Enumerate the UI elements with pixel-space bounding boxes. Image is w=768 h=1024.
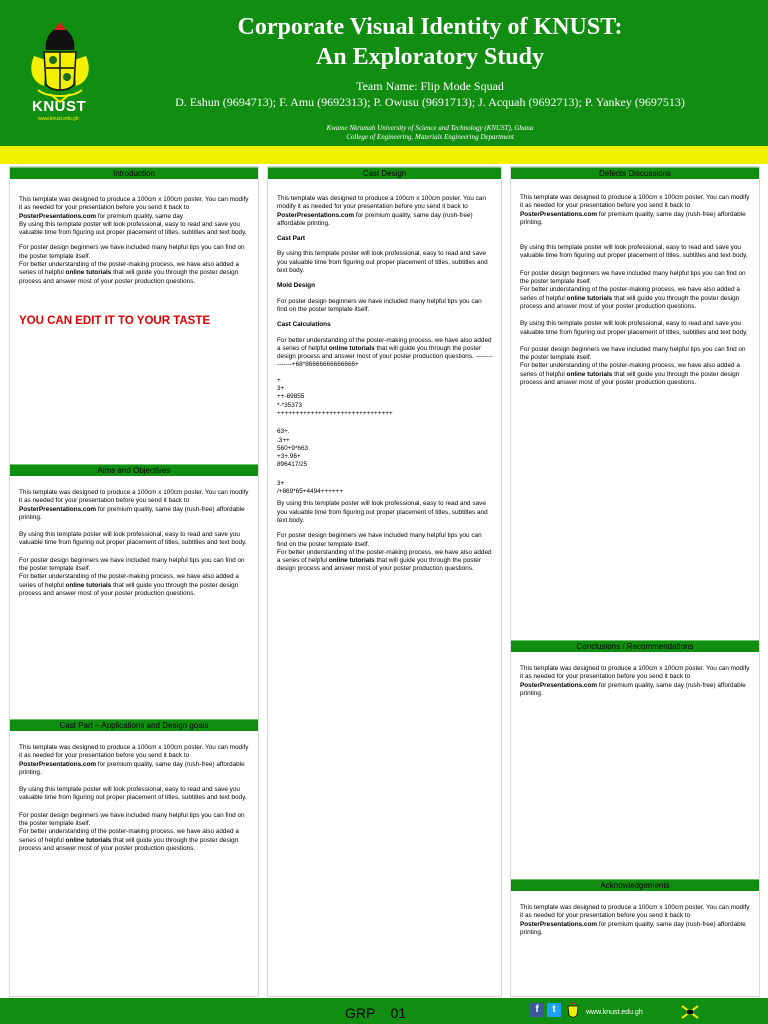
section-heading: Cast Part – Applications and Design goals [10, 719, 258, 731]
title-line-1: Corporate Visual Identity of KNUST: [237, 14, 623, 40]
team-name: Team Name: Flip Mode Squad [356, 79, 504, 93]
brand-link: PosterPresentations.com [19, 212, 97, 220]
middle-column [267, 166, 502, 997]
paragraph: This template was designed to produce a 100cm x 100cm poster. You can modify it as needed for your presentation before you send it back to PosterPresentations.com for premium quality, same day (rush-free) affordable printing. [19, 744, 249, 776]
section-body [10, 179, 258, 328]
paragraph: By using this template poster will look professional, easy to read and save you valuable time from figuring out proper placement of titles, subtitles and text body. [277, 500, 488, 524]
website-link[interactable]: www.knust.edu.gh [586, 1009, 643, 1016]
institution [120, 124, 740, 142]
calc-line: /+869*65+4494++++++ [277, 488, 344, 496]
section-body [511, 179, 759, 387]
paragraph: This template was designed to produce a 100cm x 100cm poster. You can modify it as needed for your presentation before you send it back to PosterPresentations.com for premium quality, same day (rush-free) affordable printing. [520, 665, 750, 697]
paragraph: For poster design beginners we have included many helpful tips you can find on the poster template itself. [277, 297, 482, 313]
paragraph: By using this template poster will look professional, easy to read and save you valuable time from figuring out proper placement of titles, subtitles and text body. [520, 244, 748, 260]
right-column [510, 166, 760, 997]
section-heading: Acknowledgements [511, 879, 759, 891]
subheading-cast-calculations: Cast Calculations [277, 321, 331, 329]
calc-block [277, 428, 493, 469]
facebook-icon[interactable]: f [530, 1003, 544, 1017]
paragraph: This template was designed to produce a 100cm x 100cm poster. You can modify it as needed for your presentation before you send it back to PosterPresentations.com for premium quality, same day (rush-free) affordable printing. [520, 194, 750, 226]
calc-line: *-*35373 [277, 401, 302, 409]
paragraph: This template was designed to produce a 100cm x 100cm poster. You can modify it as needed for your presentation before you send it back to PosterPresentations.com for premium quality, same day By using this template poster will look professional, easy to read and save you valuable time from figuring out proper placement of titles, subtitles and text body. [19, 196, 249, 237]
paragraph: This template was designed to produce a 100cm x 100cm poster. You can modify it as needed for your presentation before you send it back to PosterPresentations.com for premium quality, same day (rush-free) affordable printing. [19, 489, 249, 521]
section-body [268, 179, 501, 574]
section-heading: Aims and Objectives [10, 464, 258, 476]
poster-header [0, 0, 768, 146]
logo-url: www.knust.edu.gh [38, 116, 79, 122]
section-introduction [10, 167, 258, 328]
institution-line-1: Kwame Nkrumah University of Science and Technology (KNUST), Ghana [326, 124, 534, 132]
paragraph: By using this template poster will look professional, easy to read and save you valuable time from figuring out proper placement of titles, subtitles and text body. [19, 531, 247, 547]
calc-block [277, 377, 493, 418]
section-body [511, 891, 759, 937]
calc-line: 63+. [277, 428, 290, 436]
institution-line-2: College of Engineering, Materials Engineering Department [346, 133, 514, 141]
calc-line: .3++ [277, 436, 290, 444]
paragraph: For poster design beginners we have included many helpful tips you can find on the poster template itself. For better understanding of the poster-making process, we have also added a series of helpful online tutorials that will guide you through the poster design process and answer most of your poster production questions. [520, 345, 746, 387]
author-list: D. Eshun (9694713); F. Amu (9692313); P. Owusu (9691713); J. Acquah (9692713); P. Yankey (9697513) [175, 95, 685, 109]
section-heading: Cast Design [268, 167, 501, 179]
paragraph: By using this template poster will look professional, easy to read and save you valuable time from figuring out proper placement of titles, subtitles and text body. [520, 320, 748, 336]
section-cast-design [268, 167, 501, 581]
title-line-2: An Exploratory Study [315, 44, 545, 70]
section-aims [10, 464, 258, 605]
crossed-swords-icon [680, 1004, 700, 1020]
paragraph: For poster design beginners we have included many helpful tips you can find on the poster template itself. For better understanding of the poster-making process, we have also added a series of helpful online tutorials that will guide you through the poster design process and answer most of your poster production questions. [19, 556, 245, 597]
section-heading: Defects Discussions [511, 167, 759, 179]
calc-line: 560+9*663 [277, 444, 309, 452]
section-body [511, 652, 759, 698]
paragraph: This template was designed to produce a 100cm x 100cm poster. You can modify it as needed for your presentation before you send it back to PosterPresentations.com for premium quality, same day (rush-free) affordable printing. [277, 195, 486, 227]
poster-title [120, 12, 740, 72]
section-conclusions [511, 640, 759, 705]
section-cast-part-applications [10, 719, 258, 860]
crest-small-icon [566, 1002, 580, 1020]
edit-highlight: YOU CAN EDIT IT TO YOUR TASTE [19, 314, 211, 327]
section-body [10, 476, 258, 598]
section-defects [511, 167, 759, 394]
paragraph: This template was designed to produce a 100cm x 100cm poster. You can modify it as needed for your presentation before you send it back to PosterPresentations.com for premium quality, same day (rush-free) affordable printing. [520, 904, 750, 936]
logo-text: KNUST [32, 98, 87, 115]
tutorials-link: online tutorials [65, 269, 112, 277]
paragraph: By using this template poster will look professional, easy to read and save you valuable time from figuring out proper placement of titles, subtitles and text body. [277, 250, 488, 275]
section-acknowledgements [511, 879, 759, 944]
calc-line: 896417/25 [277, 461, 308, 469]
subheading-cast-part: Cast Part [277, 235, 306, 243]
section-heading: Conclusions / Recommendations [511, 640, 759, 652]
paragraph: For poster design beginners we have included many helpful tips you can find on the poster template itself. For better understanding of the poster-making process, we have also added a series of helpful online tutorials that will guide you through the poster design process and answer most of your poster production questions. [19, 811, 245, 852]
group-label: GRP 01 [345, 1005, 407, 1021]
subheading-mold-design: Mold Design [277, 282, 315, 290]
section-body [10, 731, 258, 853]
paragraph: For better understanding of the poster-making process, we have also added a series of helpful online tutorials that will guide you through the poster design process and answer most of your poster production questions. ---------------+68*86666666666666+ [277, 336, 493, 369]
calc-line: ++-69855 [277, 393, 305, 401]
calc-line: +++++++++++++++++++++++++++++++ [277, 409, 393, 417]
section-heading: Introduction [10, 167, 258, 179]
paragraph: For poster design beginners we have included many helpful tips you can find on the poster template itself. For better understanding of the poster-making process, we have also added a series of helpful online tutorials that will guide you through the poster design process and answer most of your poster production questions. [19, 244, 245, 285]
yellow-band [0, 146, 768, 164]
calc-line: 3+ [277, 385, 285, 393]
calc-line: + [277, 376, 281, 384]
calc-line: 3+ [277, 479, 285, 487]
paragraph: By using this template poster will look professional, easy to read and save you valuable time from figuring out proper placement of titles, subtitles and text body. [19, 786, 247, 802]
twitter-icon[interactable]: t [547, 1003, 561, 1017]
paragraph: For poster design beginners we have included many helpful tips you can find on the poster template itself. For better understanding of the poster-making process, we have also added a series of helpful online tutorials that will guide you through the poster design process and answer most of your poster production questions. [277, 532, 492, 573]
left-column [9, 166, 259, 997]
calc-block [277, 480, 493, 497]
paragraph: For poster design beginners we have included many helpful tips you can find on the poster template itself. For better understanding of the poster-making process, we have also added a series of helpful online tutorials that will guide you through the poster design process and answer most of your poster production questions. [520, 269, 746, 310]
calc-line: +3+.96+ [277, 453, 301, 461]
